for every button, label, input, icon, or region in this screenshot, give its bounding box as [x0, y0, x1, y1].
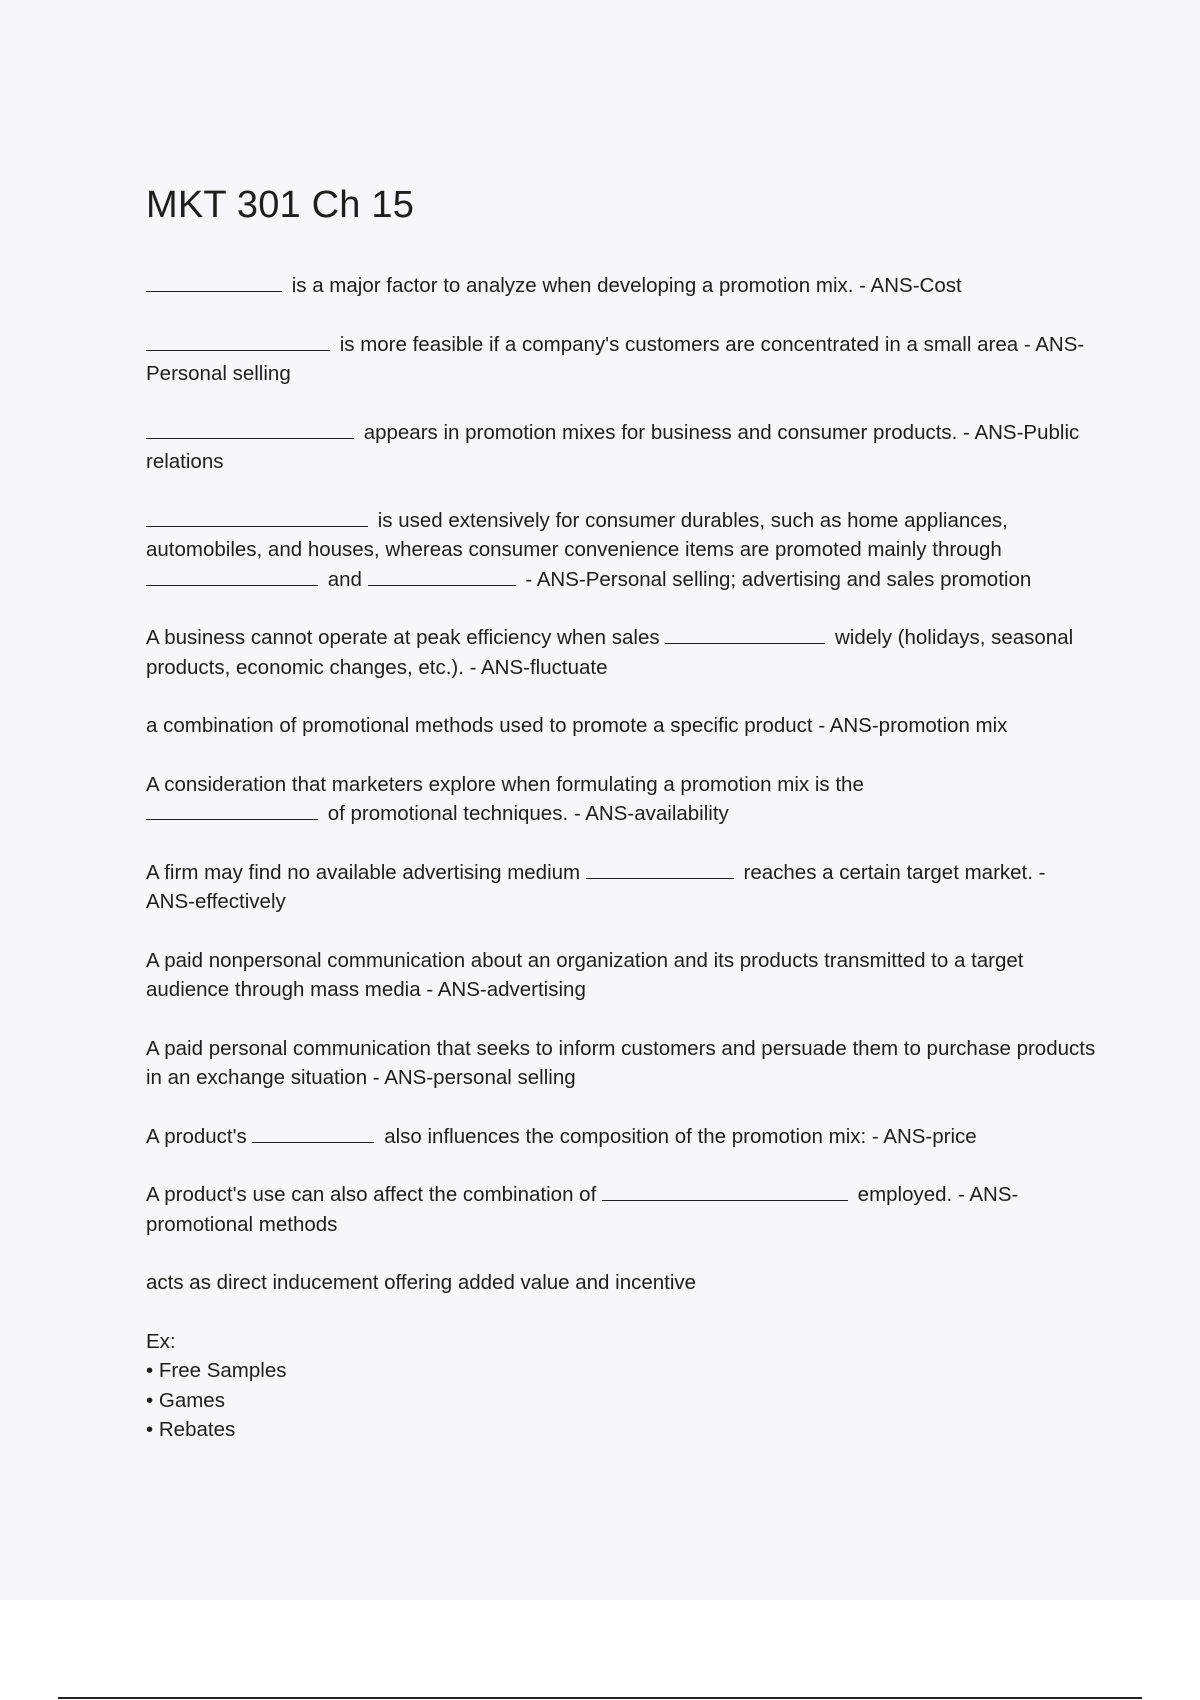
document-title: MKT 301 Ch 15	[146, 184, 415, 226]
fill-in-blank	[146, 332, 330, 351]
fill-in-blank	[146, 801, 318, 820]
example-block	[146, 1327, 1096, 1445]
flashcard-entry	[146, 711, 1096, 741]
example-list	[146, 1356, 1096, 1445]
entry-text: is used extensively for consumer durables, such as home appliances, automobiles, and houses, whereas consumer convenience items are promoted mainly through	[146, 508, 1008, 561]
document-content	[146, 184, 1096, 1474]
flashcard-entry	[146, 623, 1096, 682]
fill-in-blank	[146, 567, 318, 586]
entry-text: A paid nonpersonal communication about an organization and its products transmitted to a target audience through mass media - ANS-advertising	[146, 948, 1024, 1001]
example-item: • Games	[146, 1386, 1096, 1416]
fill-in-blank	[252, 1124, 374, 1143]
flashcard-entry	[146, 1034, 1096, 1093]
entry-text: A consideration that marketers explore when formulating a promotion mix is the	[146, 772, 864, 796]
entry-text: A firm may find no available advertising medium	[146, 860, 581, 884]
flashcard-entry	[146, 1180, 1096, 1239]
fill-in-blank	[368, 567, 516, 586]
entry-text: is more feasible if a company's customers are concentrated in a small area - ANS-Personal selling	[146, 332, 1085, 385]
fill-in-blank	[146, 420, 354, 439]
flashcard-entry	[146, 946, 1096, 1005]
entry-text: a combination of promotional methods used to promote a specific product - ANS-promotion mix	[146, 714, 1008, 737]
fill-in-blank	[586, 860, 734, 879]
flashcard-entry	[146, 418, 1096, 477]
entry-text: A product's	[146, 1124, 247, 1148]
fill-in-blank	[602, 1182, 848, 1201]
flashcard-entry	[146, 271, 1096, 301]
flashcard-entry	[146, 1268, 1096, 1298]
entry-text: widely (holidays, seasonal products, economic changes, etc.). - ANS-fluctuate	[146, 626, 1074, 679]
flashcard-entry	[146, 858, 1096, 917]
footer-divider	[58, 1697, 1142, 1699]
entry-text: reaches a certain target market. - ANS-effectively	[146, 860, 1046, 913]
entry-text: appears in promotion mixes for business and consumer products. - ANS-Public relations	[146, 420, 1080, 473]
flashcard-entry	[146, 1122, 1096, 1152]
flashcard-entry	[146, 330, 1096, 389]
fill-in-blank	[146, 508, 368, 527]
flashcard-entry	[146, 770, 1096, 829]
flashcard-entry	[146, 506, 1096, 595]
fill-in-blank	[665, 625, 825, 644]
entry-text: of promotional techniques. - ANS-availability	[327, 802, 729, 825]
entry-text: A product's use can also affect the combination of	[146, 1183, 597, 1206]
example-item: • Free Samples	[146, 1356, 1096, 1386]
example-label: Ex:	[146, 1329, 176, 1353]
entry-text: employed. - ANS-promotional methods	[146, 1183, 1019, 1236]
entry-text: acts as direct inducement offering added value and incentive	[146, 1271, 697, 1294]
entry-text: is a major factor to analyze when developing a promotion mix. - ANS-Cost	[291, 274, 962, 297]
example-item: • Rebates	[146, 1415, 1096, 1445]
fill-in-blank	[146, 273, 282, 292]
entry-text: - ANS-Personal selling; advertising and sales promotion	[525, 567, 1032, 591]
entry-text: A paid personal communication that seeks to inform customers and persuade them to purchase products in an exchange situation - ANS-personal selling	[146, 1036, 1096, 1089]
entry-text: and	[327, 567, 362, 591]
entry-text: also influences the composition of the promotion mix: - ANS-price	[384, 1124, 977, 1148]
entry-text: A business cannot operate at peak efficiency when sales	[146, 626, 660, 649]
